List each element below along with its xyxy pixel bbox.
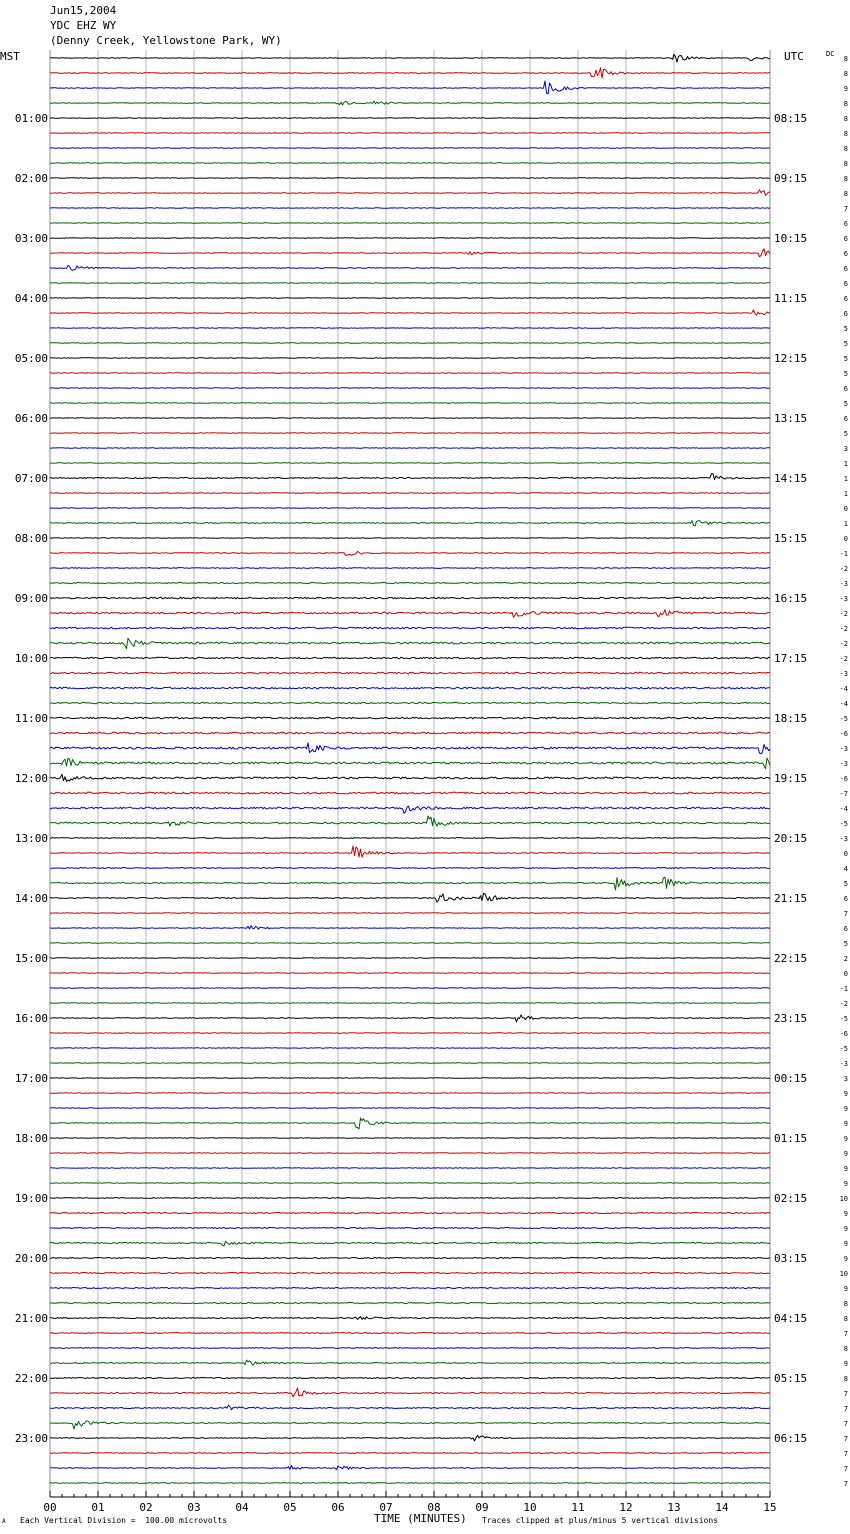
dc-offset-label: -3 <box>839 760 848 768</box>
trace-line-44 <box>50 717 770 719</box>
dc-offset-label: -1 <box>839 985 848 993</box>
trace-line-68 <box>50 1078 770 1079</box>
trace-line-20 <box>50 358 770 359</box>
trace-line-78 <box>50 1227 770 1228</box>
dc-offset-label: -3 <box>839 835 848 843</box>
trace-line-90 <box>50 1405 770 1410</box>
dc-offset-label: 9 <box>843 1225 848 1233</box>
trace-line-54 <box>50 868 770 869</box>
dc-offset-label: 0 <box>843 505 848 513</box>
trace-line-23 <box>50 403 770 404</box>
dc-offset-label: -4 <box>839 685 848 693</box>
x-tick-label: 15 <box>763 1501 777 1514</box>
dc-offset-label: 8 <box>843 160 848 168</box>
trace-line-38 <box>50 627 770 629</box>
hour-label-mst: 20:00 <box>14 1252 48 1265</box>
hour-label-mst: 10:00 <box>14 652 48 665</box>
hour-label-utc: 19:15 <box>774 772 808 785</box>
header-date: Jun15,2004 <box>50 4 117 17</box>
trace-line-86 <box>50 1348 770 1349</box>
trace-line-85 <box>50 1333 770 1334</box>
trace-line-89 <box>50 1388 770 1397</box>
dc-offset-label: 9 <box>843 1240 848 1248</box>
dc-header: DC <box>826 50 835 58</box>
trace-line-71 <box>50 1118 770 1129</box>
dc-offset-label: -5 <box>839 1015 848 1023</box>
hour-label-utc: 21:15 <box>774 892 808 905</box>
hour-label-mst: 19:00 <box>14 1192 48 1205</box>
dc-offset-label: -6 <box>839 730 848 738</box>
dc-offset-label: -6 <box>839 1030 848 1038</box>
dc-offset-label: 8 <box>843 190 848 198</box>
trace-line-7 <box>50 163 770 164</box>
trace-line-50 <box>50 806 770 813</box>
hour-label-mst: 21:00 <box>14 1312 48 1325</box>
trace-line-8 <box>50 178 770 179</box>
trace-line-60 <box>50 958 770 959</box>
hour-label-mst: 18:00 <box>14 1132 48 1145</box>
trace-line-76 <box>50 1198 770 1199</box>
dc-offset-label: 8 <box>843 1345 848 1353</box>
dc-offset-label: -3 <box>839 595 848 603</box>
dc-offset-label: -2 <box>839 625 848 633</box>
dc-offset-label: 5 <box>843 340 848 348</box>
dc-offset-label: 8 <box>843 130 848 138</box>
trace-line-31 <box>50 521 770 527</box>
trace-line-47 <box>50 758 770 769</box>
dc-offset-label: 7 <box>843 1330 848 1338</box>
trace-lines <box>50 54 770 1483</box>
tz-label-right: UTC <box>784 50 804 63</box>
dc-offset-label: -5 <box>839 715 848 723</box>
dc-offset-label: 3 <box>843 445 848 453</box>
hour-label-utc: 17:15 <box>774 652 808 665</box>
dc-offset-label: 8 <box>843 1300 848 1308</box>
dc-offset-label: -3 <box>839 670 848 678</box>
hour-label-mst: 16:00 <box>14 1012 48 1025</box>
trace-line-83 <box>50 1302 770 1303</box>
dc-offset-label: -2 <box>839 655 848 663</box>
trace-line-59 <box>50 943 770 944</box>
trace-line-75 <box>50 1183 770 1184</box>
hour-label-mst: 12:00 <box>14 772 48 785</box>
trace-line-21 <box>50 373 770 374</box>
dc-offset-label: 9 <box>843 85 848 93</box>
dc-offset-label: 5 <box>843 940 848 948</box>
dc-offset-label: -2 <box>839 1000 848 1008</box>
trace-line-13 <box>50 249 770 257</box>
trace-line-64 <box>50 1015 770 1022</box>
trace-line-49 <box>50 792 770 794</box>
trace-line-94 <box>50 1466 770 1470</box>
hour-label-mst: 02:00 <box>14 172 48 185</box>
trace-line-5 <box>50 133 770 134</box>
dc-offset-label: 6 <box>843 415 848 423</box>
dc-offset-label: 8 <box>843 1375 848 1383</box>
dc-offset-label: 7 <box>843 1450 848 1458</box>
dc-offset-label: 5 <box>843 355 848 363</box>
trace-line-66 <box>50 1048 770 1049</box>
dc-offset-label: 7 <box>843 1435 848 1443</box>
trace-line-10 <box>50 208 770 209</box>
dc-offset-label: 9 <box>843 1150 848 1158</box>
trace-line-3 <box>50 101 770 105</box>
hour-label-utc: 12:15 <box>774 352 808 365</box>
hour-label-utc: 16:15 <box>774 592 808 605</box>
trace-line-35 <box>50 583 770 584</box>
dc-offset-label: 7 <box>843 910 848 918</box>
dc-offset-label: 6 <box>843 385 848 393</box>
dc-offset-label: -6 <box>839 775 848 783</box>
trace-line-2 <box>50 81 770 94</box>
dc-offset-label: -5 <box>839 1045 848 1053</box>
hour-label-mst: 23:00 <box>14 1432 48 1445</box>
dc-offset-label: -1 <box>839 550 848 558</box>
trace-line-81 <box>50 1272 770 1273</box>
x-tick-label: 06 <box>331 1501 345 1514</box>
hour-label-utc: 20:15 <box>774 832 808 845</box>
hour-label-utc: 18:15 <box>774 712 808 725</box>
trace-line-14 <box>50 266 770 271</box>
dc-offset-label: 9 <box>843 1285 848 1293</box>
dc-offset-label: -3 <box>839 1060 848 1068</box>
trace-line-79 <box>50 1241 770 1246</box>
trace-line-82 <box>50 1287 770 1288</box>
trace-line-74 <box>50 1168 770 1169</box>
hour-label-utc: 02:15 <box>774 1192 808 1205</box>
dc-offset-label: 7 <box>843 1390 848 1398</box>
trace-line-87 <box>50 1360 770 1365</box>
trace-line-70 <box>50 1108 770 1109</box>
x-tick-label: 01 <box>91 1501 105 1514</box>
dc-offset-label: 9 <box>843 1180 848 1188</box>
hour-label-utc: 15:15 <box>774 532 808 545</box>
dc-offset-label: -3 <box>839 580 848 588</box>
x-axis-title: TIME (MINUTES) <box>374 1512 467 1525</box>
trace-line-37 <box>50 610 770 618</box>
trace-line-22 <box>50 388 770 389</box>
dc-offset-label: 8 <box>843 70 848 78</box>
dc-offset-label: 6 <box>843 235 848 243</box>
hour-label-mst: 03:00 <box>14 232 48 245</box>
header-location: (Denny Creek, Yellowstone Park, WY) <box>50 34 282 47</box>
trace-line-55 <box>50 877 770 890</box>
hour-label-utc: 14:15 <box>774 472 808 485</box>
trace-line-46 <box>50 743 770 754</box>
hour-label-mst: 22:00 <box>14 1372 48 1385</box>
hour-label-utc: 06:15 <box>774 1432 808 1445</box>
trace-line-92 <box>50 1435 770 1441</box>
trace-line-19 <box>50 343 770 344</box>
trace-line-1 <box>50 68 770 78</box>
trace-line-12 <box>50 238 770 239</box>
dc-offset-label: 1 <box>843 475 848 483</box>
trace-line-45 <box>50 732 770 734</box>
dc-offset-label: 5 <box>843 880 848 888</box>
footer-corner-mark: A <box>2 1518 6 1525</box>
dc-offset-label: 9 <box>843 1210 848 1218</box>
dc-offset-label: 5 <box>843 430 848 438</box>
axis-labels <box>0 50 848 1514</box>
dc-offset-label: 3 <box>843 1075 848 1083</box>
dc-offset-label: 6 <box>843 895 848 903</box>
trace-line-4 <box>50 118 770 119</box>
trace-line-56 <box>50 893 770 902</box>
trace-line-67 <box>50 1063 770 1064</box>
dc-offset-label: 9 <box>843 1105 848 1113</box>
dc-offset-label: 6 <box>843 295 848 303</box>
hour-label-utc: 08:15 <box>774 112 808 125</box>
axes <box>50 1491 770 1497</box>
x-tick-label: 12 <box>619 1501 633 1514</box>
trace-line-9 <box>50 190 770 196</box>
tz-label-left: MST <box>0 50 20 63</box>
trace-line-40 <box>50 657 770 659</box>
x-tick-label: 02 <box>139 1501 153 1514</box>
x-tick-label: 10 <box>523 1501 537 1514</box>
hour-label-utc: 22:15 <box>774 952 808 965</box>
dc-offset-label: 10 <box>839 1195 848 1203</box>
dc-offset-label: 7 <box>843 1420 848 1428</box>
trace-line-52 <box>50 838 770 839</box>
hour-label-mst: 13:00 <box>14 832 48 845</box>
dc-offset-label: 7 <box>843 1465 848 1473</box>
x-tick-label: 09 <box>475 1501 489 1514</box>
hour-label-utc: 01:15 <box>774 1132 808 1145</box>
hour-label-utc: 11:15 <box>774 292 808 305</box>
trace-line-39 <box>50 638 770 648</box>
trace-line-15 <box>50 283 770 284</box>
trace-line-11 <box>50 223 770 224</box>
hour-label-utc: 23:15 <box>774 1012 808 1025</box>
trace-line-58 <box>50 926 770 930</box>
dc-offset-label: -4 <box>839 805 848 813</box>
trace-line-91 <box>50 1421 770 1429</box>
dc-offset-label: 7 <box>843 205 848 213</box>
dc-offset-label: -3 <box>839 745 848 753</box>
dc-offset-label: 8 <box>843 115 848 123</box>
x-tick-label: 14 <box>715 1501 729 1514</box>
dc-offset-label: 6 <box>843 265 848 273</box>
hour-label-mst: 11:00 <box>14 712 48 725</box>
trace-line-69 <box>50 1093 770 1094</box>
dc-offset-label: 0 <box>843 970 848 978</box>
trace-line-88 <box>50 1377 770 1378</box>
hour-label-mst: 05:00 <box>14 352 48 365</box>
trace-line-80 <box>50 1257 770 1258</box>
hour-label-mst: 15:00 <box>14 952 48 965</box>
dc-offset-label: 6 <box>843 310 848 318</box>
dc-offset-label: 6 <box>843 925 848 933</box>
dc-offset-label: 9 <box>843 1255 848 1263</box>
hour-label-utc: 00:15 <box>774 1072 808 1085</box>
trace-line-24 <box>50 418 770 419</box>
x-tick-label: 13 <box>667 1501 681 1514</box>
dc-offset-label: 6 <box>843 280 848 288</box>
dc-offset-label: 8 <box>843 100 848 108</box>
hour-label-utc: 03:15 <box>774 1252 808 1265</box>
x-tick-label: 04 <box>235 1501 249 1514</box>
x-tick-label: 11 <box>571 1501 585 1514</box>
dc-offset-label: 0 <box>843 850 848 858</box>
dc-offset-label: 1 <box>843 460 848 468</box>
trace-line-29 <box>50 493 770 494</box>
trace-line-43 <box>50 702 770 703</box>
trace-line-41 <box>50 672 770 674</box>
trace-line-28 <box>50 474 770 480</box>
hour-label-mst: 17:00 <box>14 1072 48 1085</box>
trace-line-6 <box>50 148 770 149</box>
dc-offset-label: 8 <box>843 1315 848 1323</box>
trace-line-18 <box>50 328 770 329</box>
hour-label-mst: 08:00 <box>14 532 48 545</box>
trace-line-93 <box>50 1453 770 1454</box>
dc-offset-label: 5 <box>843 370 848 378</box>
dc-offset-label: 8 <box>843 175 848 183</box>
dc-offset-label: -5 <box>839 820 848 828</box>
dc-offset-label: -2 <box>839 610 848 618</box>
x-tick-label: 03 <box>187 1501 201 1514</box>
dc-offset-label: -2 <box>839 640 848 648</box>
trace-line-33 <box>50 552 770 556</box>
trace-line-27 <box>50 463 770 464</box>
hour-label-utc: 04:15 <box>774 1312 808 1325</box>
trace-line-34 <box>50 568 770 569</box>
dc-offset-label: 9 <box>843 1360 848 1368</box>
hour-label-utc: 10:15 <box>774 232 808 245</box>
dc-offset-label: 8 <box>843 55 848 63</box>
trace-line-17 <box>50 310 770 315</box>
header-station: YDC EHZ WY <box>50 19 117 32</box>
trace-line-77 <box>50 1212 770 1213</box>
trace-line-48 <box>50 774 770 781</box>
trace-line-63 <box>50 1003 770 1004</box>
hour-label-mst: 09:00 <box>14 592 48 605</box>
x-tick-label: 08 <box>427 1501 441 1514</box>
dc-offset-label: 9 <box>843 1120 848 1128</box>
trace-line-25 <box>50 433 770 434</box>
trace-line-95 <box>50 1483 770 1484</box>
dc-offset-label: -2 <box>839 565 848 573</box>
trace-line-65 <box>50 1033 770 1034</box>
trace-line-42 <box>50 687 770 689</box>
hour-label-mst: 07:00 <box>14 472 48 485</box>
trace-line-73 <box>50 1153 770 1154</box>
dc-offset-label: 7 <box>843 1405 848 1413</box>
hour-label-mst: 04:00 <box>14 292 48 305</box>
hour-label-mst: 14:00 <box>14 892 48 905</box>
dc-offset-label: 9 <box>843 1165 848 1173</box>
x-tick-label: 00 <box>43 1501 57 1514</box>
trace-line-26 <box>50 448 770 449</box>
trace-line-62 <box>50 988 770 989</box>
trace-line-0 <box>50 54 770 62</box>
grid-lines <box>50 50 770 1491</box>
trace-line-51 <box>50 816 770 826</box>
trace-line-57 <box>50 913 770 914</box>
dc-offset-label: 0 <box>843 535 848 543</box>
hour-label-utc: 09:15 <box>774 172 808 185</box>
trace-line-72 <box>50 1138 770 1139</box>
dc-offset-label: 1 <box>843 520 848 528</box>
hour-label-utc: 13:15 <box>774 412 808 425</box>
footer-clip-note: Traces clipped at plus/minus 5 vertical divisions <box>482 1516 719 1525</box>
hour-label-utc: 05:15 <box>774 1372 808 1385</box>
footer-scale-note: Each Vertical Division = 100.00 microvolts <box>20 1516 228 1525</box>
trace-line-36 <box>50 597 770 599</box>
dc-offset-label: 5 <box>843 325 848 333</box>
dc-offset-label: 9 <box>843 1135 848 1143</box>
dc-offset-label: 5 <box>843 400 848 408</box>
trace-line-53 <box>50 846 770 857</box>
dc-offset-label: 1 <box>843 490 848 498</box>
dc-offset-label: -7 <box>839 790 848 798</box>
x-tick-label: 07 <box>379 1501 393 1514</box>
trace-line-84 <box>50 1317 770 1320</box>
dc-offset-label: 6 <box>843 250 848 258</box>
trace-line-61 <box>50 973 770 974</box>
dc-offset-label: 10 <box>839 1270 848 1278</box>
dc-offset-label: 4 <box>843 865 848 873</box>
dc-offset-label: 6 <box>843 220 848 228</box>
dc-offset-label: 8 <box>843 145 848 153</box>
dc-offset-label: 7 <box>843 1480 848 1488</box>
dc-offset-label: 9 <box>843 1090 848 1098</box>
dc-offset-label: 2 <box>843 955 848 963</box>
trace-line-30 <box>50 508 770 509</box>
dc-offset-label: -4 <box>839 700 848 708</box>
hour-label-mst: 01:00 <box>14 112 48 125</box>
trace-line-16 <box>50 298 770 299</box>
x-tick-label: 05 <box>283 1501 297 1514</box>
trace-line-32 <box>50 538 770 539</box>
hour-label-mst: 06:00 <box>14 412 48 425</box>
